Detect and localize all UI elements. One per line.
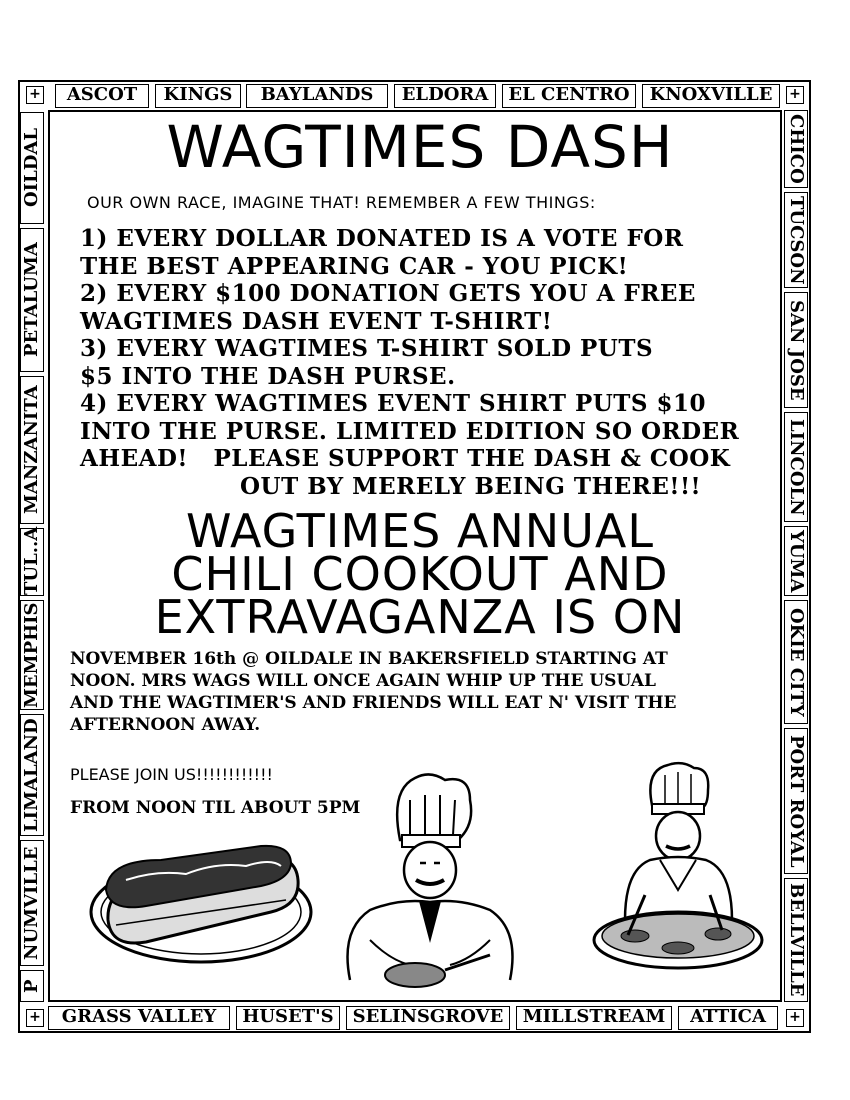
track-left: TUL..A bbox=[21, 526, 42, 595]
event-details bbox=[70, 648, 770, 736]
track-top: KINGS bbox=[155, 84, 241, 108]
track-right: LINCOLN bbox=[784, 412, 808, 522]
track-right: SAN JOSE bbox=[784, 292, 808, 408]
event-line: AND THE WAGTIMER'S AND FRIENDS WILL EAT N' VISIT THE bbox=[70, 693, 677, 713]
track-top: ELDORA bbox=[394, 84, 496, 108]
track-top: BAYLANDS bbox=[246, 84, 388, 108]
rule-line: INTO THE PURSE. LIMITED EDITION SO ORDER bbox=[80, 417, 740, 445]
headline-line: EXTRAVAGANZA IS ON bbox=[154, 590, 686, 644]
join-text: PLEASE JOIN US!!!!!!!!!!!! bbox=[70, 765, 273, 784]
track-bottom: SELINSGROVE bbox=[346, 1006, 510, 1030]
track-left: MANZANITA bbox=[20, 376, 44, 524]
rule-line: AHEAD! PLEASE SUPPORT THE DASH & COOK bbox=[80, 445, 731, 472]
rule-line: 4) EVERY WAGTIMES EVENT SHIRT PUTS $10 bbox=[80, 390, 707, 417]
track-left: P bbox=[20, 970, 44, 1002]
track-bottom: ATTICA bbox=[678, 1006, 778, 1030]
rule-line: 2) EVERY $100 DONATION GETS YOU A FREE bbox=[80, 280, 696, 307]
corner-mark: + bbox=[786, 1009, 804, 1027]
track-top: KNOXVILLE bbox=[642, 84, 780, 108]
rule-line: WAGTIMES DASH EVENT T-SHIRT! bbox=[80, 307, 553, 335]
hotdog-icon bbox=[86, 830, 326, 970]
track-right: YUMA bbox=[784, 526, 808, 596]
track-right: CHICO bbox=[784, 110, 808, 188]
track-left: MEMPHIS bbox=[20, 600, 44, 710]
track-left: PETALUMA bbox=[20, 228, 44, 372]
track-right: PORT ROYAL bbox=[784, 728, 808, 874]
corner-mark: + bbox=[26, 86, 44, 104]
track-bottom: HUSET'S bbox=[236, 1006, 340, 1030]
track-left: NUMVILLE bbox=[20, 840, 44, 966]
corner-mark: + bbox=[786, 86, 804, 104]
track-bottom: GRASS VALLEY bbox=[48, 1006, 230, 1030]
track-left: LIMALAND bbox=[20, 714, 44, 836]
page-title: WAGTIMES DASH bbox=[166, 113, 674, 181]
rule-line: 1) EVERY DOLLAR DONATED IS A VOTE FOR bbox=[80, 225, 684, 252]
track-right: TUCSON bbox=[784, 192, 808, 288]
rule-line: $5 INTO THE DASH PURSE. bbox=[80, 362, 456, 390]
subtitle: OUR OWN RACE, IMAGINE THAT! REMEMBER A FEW THINGS: bbox=[87, 193, 596, 212]
headline-line: WAGTIMES ANNUAL bbox=[186, 504, 654, 558]
track-right: BELLVILLE bbox=[784, 878, 808, 1002]
rule-line: 3) EVERY WAGTIMES T-SHIRT SOLD PUTS bbox=[80, 335, 654, 362]
event-line: NOVEMBER 16th @ OILDALE IN BAKERSFIELD STARTING AT bbox=[70, 649, 668, 669]
headline-line: CHILI COOKOUT AND bbox=[171, 547, 669, 601]
track-left: OILDAL bbox=[20, 112, 44, 224]
track-top: ASCOT bbox=[55, 84, 149, 108]
chef-carving-icon bbox=[330, 770, 530, 1000]
cookout-headline bbox=[60, 504, 780, 644]
chef-grilling-icon bbox=[590, 760, 770, 980]
rule-line: THE BEST APPEARING CAR - YOU PICK! bbox=[80, 252, 629, 280]
track-right: OKIE CITY bbox=[784, 600, 808, 724]
rule-line: OUT BY MERELY BEING THERE!!! bbox=[240, 472, 702, 500]
hours-text: FROM NOON TIL ABOUT 5PM bbox=[70, 798, 361, 818]
rules-list bbox=[80, 225, 780, 500]
corner-mark: + bbox=[26, 1009, 44, 1027]
event-line: NOON. MRS WAGS WILL ONCE AGAIN WHIP UP THE USUAL bbox=[70, 671, 656, 691]
track-top: EL CENTRO bbox=[502, 84, 636, 108]
track-bottom: MILLSTREAM bbox=[516, 1006, 672, 1030]
event-line: AFTERNOON AWAY. bbox=[70, 715, 261, 735]
